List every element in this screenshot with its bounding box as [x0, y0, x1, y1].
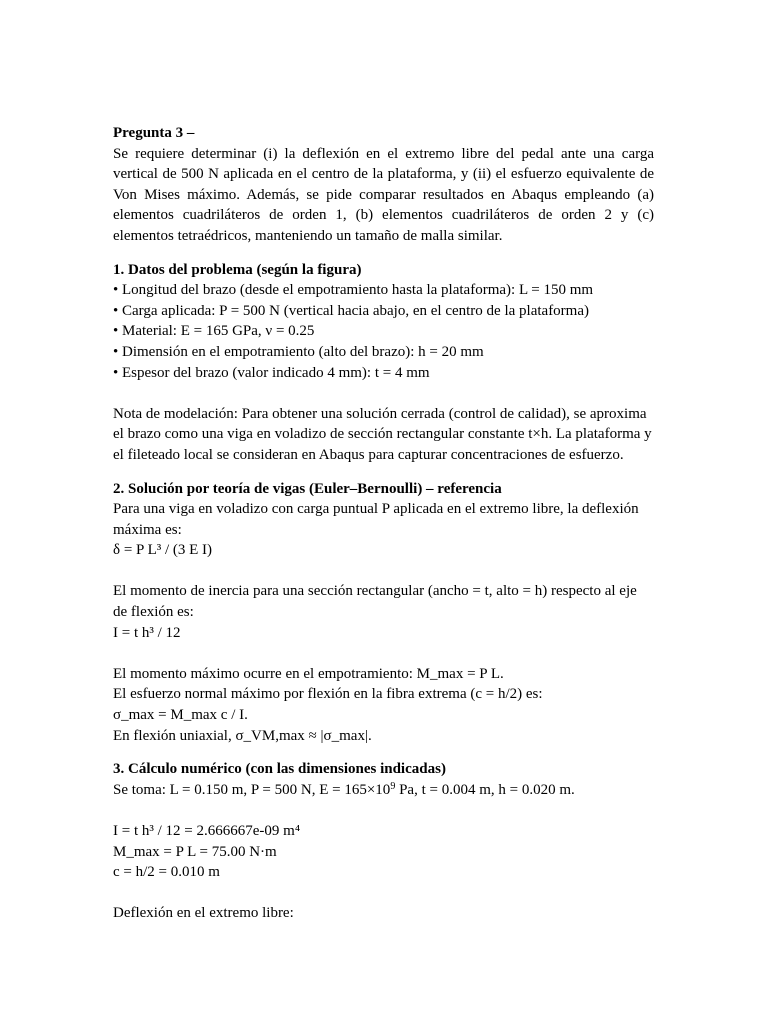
modeling-note: [113, 404, 654, 466]
bullet-item: • Dimensión en el empotramiento (alto del brazo): h = 20 mm: [113, 343, 484, 360]
result-line: M_max = P L = 75.00 N·m: [113, 843, 277, 860]
bullet-item: • Material: E = 165 GPa, ν = 0.25: [113, 323, 315, 340]
question-intro: Se requiere determinar (i) la deflexión en el extremo libre del pedal ante una carga vertical de 500 N aplicada en el centro de la plataforma, y (ii) el esfuerzo equivalente de Von Mises máximo. Además, se pide comparar resultados en Abaqus empleando (a) elementos cuadriláteros de orden 1, (b) elementos cuadriláteros de orden 2 y (c) elementos tetraédricos, manteniendo un tamaño de malla similar.: [113, 145, 654, 244]
given-values: [113, 780, 654, 801]
deflection-formula: δ = P L³ / (3 E I): [113, 542, 213, 559]
result-line: c = h/2 = 0.010 m: [113, 864, 220, 881]
paragraph-line: de flexión es:: [113, 604, 194, 621]
section-2-paragraph-2: [113, 581, 654, 622]
given-values-suffix: Pa, t = 0.004 m, h = 0.020 m.: [395, 781, 575, 798]
section-3-heading: 3. Cálculo numérico (con las dimensiones indicadas): [113, 761, 446, 778]
given-values-exponent: 9: [390, 780, 396, 792]
document-page: [113, 123, 654, 924]
section-2-paragraph-1: [113, 499, 654, 540]
bullet-item: • Carga aplicada: P = 500 N (vertical hacia abajo, en el centro de la plataforma): [113, 302, 590, 319]
section-1-heading: 1. Datos del problema (según la figura): [113, 261, 362, 278]
paragraph-line: σ_max = M_max c / I.: [113, 707, 248, 724]
note-line: el brazo como una viga en voladizo de sección rectangular constante t×h. La plataforma y: [113, 426, 652, 443]
note-line: el fileteado local se consideran en Abaqus para capturar concentraciones de esfuerzo.: [113, 446, 624, 463]
paragraph-line: El momento de inercia para una sección rectangular (ancho = t, alto = h) respecto al eje: [113, 583, 637, 600]
section-2-paragraph-3: [113, 664, 654, 746]
deflection-label: Deflexión en el extremo libre:: [113, 905, 294, 922]
section-1-bullet-list: [113, 280, 654, 383]
paragraph-line: En flexión uniaxial, σ_VM,max ≈ |σ_max|.: [113, 727, 372, 744]
bullet-item: • Espesor del brazo (valor indicado 4 mm): t = 4 mm: [113, 364, 430, 381]
result-line: I = t h³ / 12 = 2.666667e-09 m⁴: [113, 823, 301, 839]
numeric-results: [113, 821, 654, 883]
bullet-item: • Longitud del brazo (desde el empotramiento hasta la plataforma): L = 150 mm: [113, 282, 594, 299]
section-2-heading: 2. Solución por teoría de vigas (Euler–Bernoulli) – referencia: [113, 480, 502, 497]
given-values-prefix: Se toma: L = 0.150 m, P = 500 N, E = 165×10: [113, 781, 391, 798]
note-line: Nota de modelación: Para obtener una solución cerrada (control de calidad), se aproxima: [113, 405, 647, 422]
paragraph-line: máxima es:: [113, 521, 182, 538]
paragraph-line: Para una viga en voladizo con carga puntual P aplicada en el extremo libre, la deflexión: [113, 501, 639, 518]
paragraph-line: El esfuerzo normal máximo por flexión en la fibra extrema (c = h/2) es:: [113, 686, 543, 703]
paragraph-line: El momento máximo ocurre en el empotramiento: M_max = P L.: [113, 665, 504, 682]
question-title: Pregunta 3 –: [113, 125, 195, 141]
inertia-formula: I = t h³ / 12: [113, 624, 181, 641]
